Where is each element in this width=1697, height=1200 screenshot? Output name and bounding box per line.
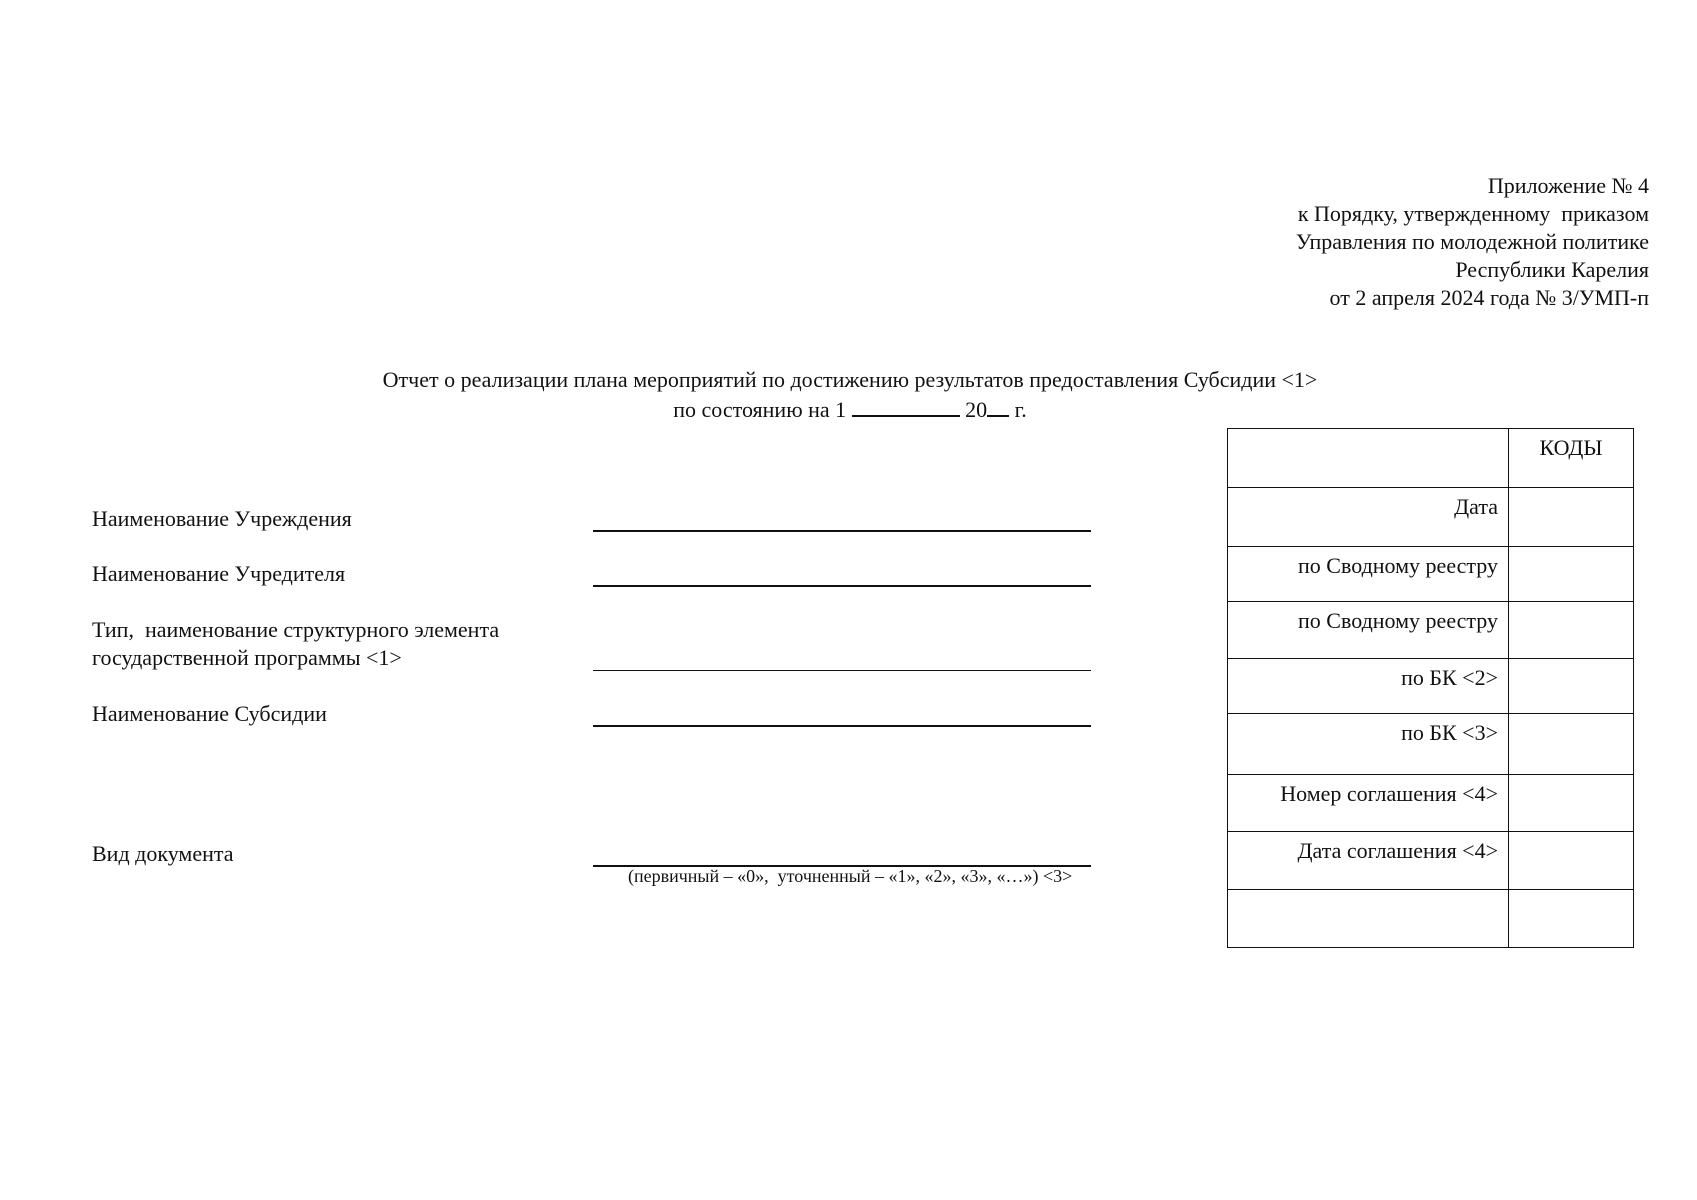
subsidy-label: Наименование Субсидии — [92, 701, 327, 726]
codes-row — [1228, 488, 1634, 547]
founder-label: Наименование Учредителя — [92, 561, 346, 586]
appendix-date: от 2 апреля 2024 года № 3/УМП-п — [1329, 285, 1649, 310]
codes-row — [1228, 659, 1634, 714]
codes-row — [1228, 547, 1634, 602]
codes-row — [1228, 890, 1634, 948]
codes-header-empty — [1228, 429, 1509, 488]
codes-header: КОДЫ — [1509, 429, 1634, 488]
founder-input-line[interactable] — [593, 585, 1091, 587]
report-title: Отчет о реализации плана мероприятий по достижению результатов предоставления Субсидии <1> — [382, 367, 1318, 392]
codes-row-label: по Сводному реестру — [1228, 547, 1509, 602]
appendix-header — [1296, 172, 1649, 312]
appendix-order-ref: к Порядку, утвержденному приказом — [1297, 201, 1649, 226]
codes-row-label: Дата — [1228, 488, 1509, 547]
appendix-authority: Управления по молодежной политике — [1295, 229, 1649, 254]
date-year-prefix: 20 — [965, 397, 988, 422]
codes-row-value[interactable] — [1509, 659, 1634, 714]
doc-type-hint: (первичный – «0», уточненный – «1», «2», «3», «…») <3> — [628, 866, 1073, 886]
codes-row-value[interactable] — [1509, 890, 1634, 948]
codes-row — [1228, 775, 1634, 832]
month-blank[interactable] — [852, 395, 960, 417]
year-blank[interactable] — [987, 395, 1009, 417]
program-element-label-2: государственной программы <1> — [92, 645, 402, 670]
codes-row-value[interactable] — [1509, 547, 1634, 602]
codes-row-value[interactable] — [1509, 488, 1634, 547]
codes-row-label: по БК <2> — [1228, 659, 1509, 714]
subsidy-input-line[interactable] — [593, 725, 1091, 727]
codes-header-row — [1228, 429, 1634, 488]
program-element-label-1: Тип, наименование структурного элемента — [92, 617, 500, 642]
appendix-region: Республики Карелия — [1455, 257, 1649, 282]
codes-row — [1228, 832, 1634, 890]
codes-row-label — [1228, 890, 1509, 948]
codes-table — [1227, 428, 1634, 948]
doc-type-label: Вид документа — [92, 841, 234, 866]
codes-row-label: по Сводному реестру — [1228, 602, 1509, 659]
codes-row-value[interactable] — [1509, 775, 1634, 832]
codes-row-label: Номер соглашения <4> — [1228, 775, 1509, 832]
program-element-input-line[interactable] — [593, 670, 1091, 671]
codes-row — [1228, 714, 1634, 775]
codes-row-label: Дата соглашения <4> — [1228, 832, 1509, 890]
institution-label: Наименование Учреждения — [92, 506, 352, 531]
appendix-number: Приложение № 4 — [1487, 173, 1649, 198]
date-prefix: по состоянию на 1 — [673, 397, 847, 422]
codes-row — [1228, 602, 1634, 659]
codes-row-value[interactable] — [1509, 714, 1634, 775]
report-date-line — [320, 395, 1380, 425]
report-title-block — [320, 365, 1380, 425]
codes-row-value[interactable] — [1509, 832, 1634, 890]
date-suffix: г. — [1014, 397, 1027, 422]
codes-row-value[interactable] — [1509, 602, 1634, 659]
institution-input-line[interactable] — [593, 530, 1091, 532]
codes-row-label: по БК <3> — [1228, 714, 1509, 775]
